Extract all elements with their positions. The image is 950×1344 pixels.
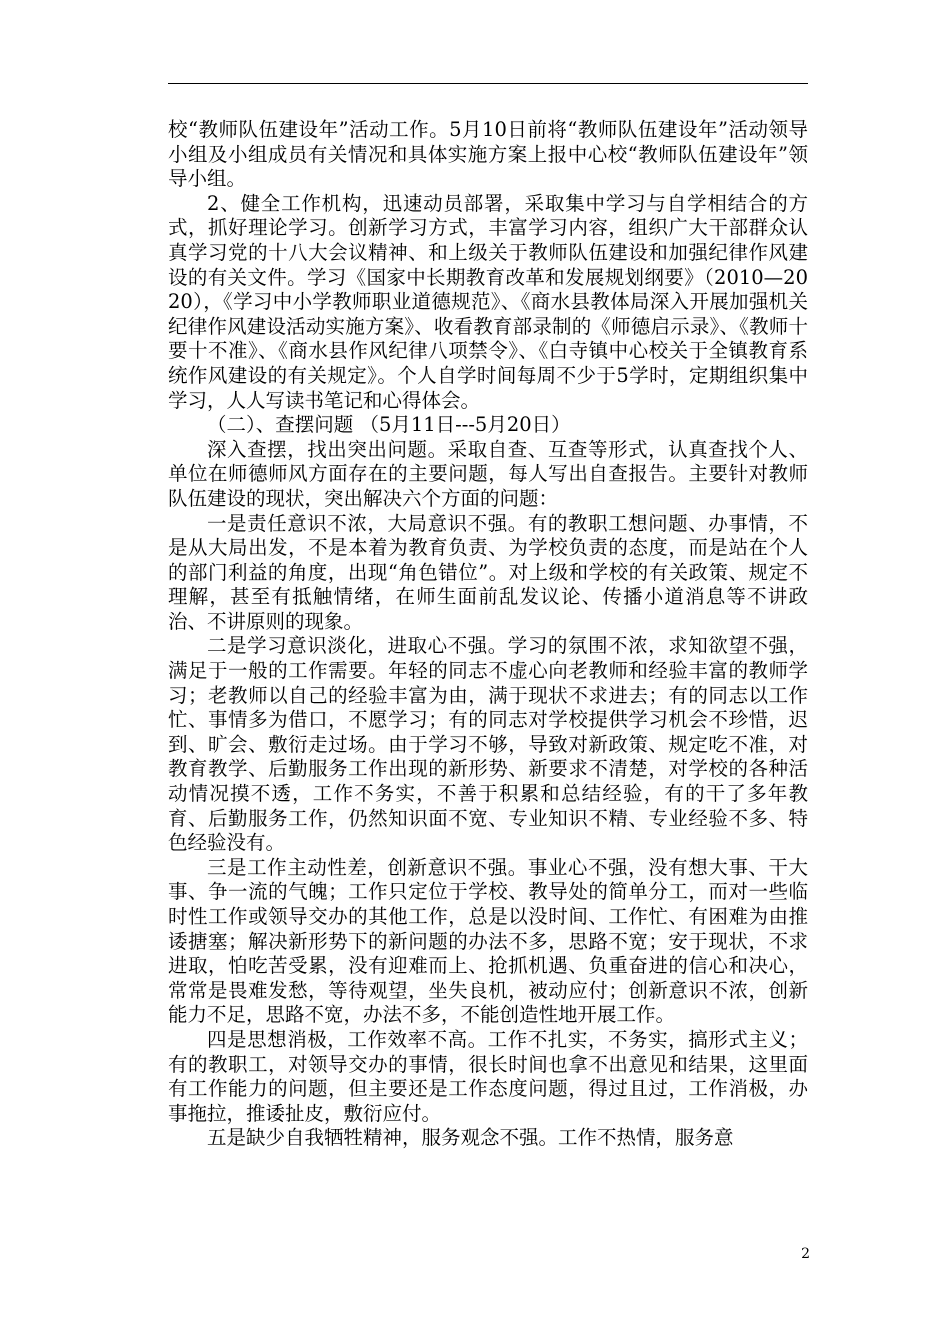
page-number: 2 bbox=[801, 1246, 810, 1262]
paragraph-7: 三是工作主动性差，创新意识不强。事业心不强，没有想大事、干大事、争一流的气魄；工作只定位于学校、教导处的简单分工，而对一些临时性工作或领导交办的其他工作，总是以没时间、工作忙、有困难为由推诿搪塞；解决新形势下的新问题的办法不多，思路不宽；安于现状，不求进取，怕吃苦受累，没有迎难而上、抢抓机遇、负重奋进的信心和决心，常常是畏难发愁，等待观望，坐失良机，被动应付；创新意识不浓，创新能力不足，思路不宽，办法不多，不能创造性地开展工作。 bbox=[168, 855, 808, 1027]
paragraph-2: 2、健全工作机构，迅速动员部署，采取集中学习与自学相结合的方式，抓好理论学习。创新学习方式，丰富学习内容，组织广大干部群众认真学习党的十八大会议精神、和上级关于教师队伍建设和加强纪律作风建设的有关文件。学习《国家中长期教育改革和发展规划纲要》（2010—2020），《学习中小学教师职业道德规范》、《商水县教体局深入开展加强机关纪律作风建设活动实施方案》、收看教育部录制的《师德启示录》、《教师十要十不准》、《商水县作风纪律八项禁令》、《白寺镇中心校关于全镇教育系统作风建设的有关规定》。个人自学时间每周不少于5学时，定期组织集中学习，人人写读书笔记和心得体会。 bbox=[168, 191, 808, 412]
document-body bbox=[168, 118, 808, 1151]
paragraph-4: 深入查摆，找出突出问题。采取自查、互查等形式，认真查找个人、单位在师德师风方面存在的主要问题，每人写出自查报告。主要针对教师队伍建设的现状，突出解决六个方面的问题： bbox=[168, 437, 808, 510]
header-rule bbox=[168, 83, 808, 84]
paragraph-8: 四是思想消极，工作效率不高。工作不扎实，不务实，搞形式主义；有的教职工，对领导交办的事情，很长时间也拿不出意见和结果，这里面有工作能力的问题，但主要还是工作态度问题，得过且过，工作消极，办事拖拉，推诿扯皮，敷衍应付。 bbox=[168, 1027, 808, 1125]
paragraph-5: 一是责任意识不浓，大局意识不强。有的教职工想问题、办事情，不是从大局出发，不是本着为教育负责、为学校负责的态度，而是站在个人的部门利益的角度，出现“角色错位”。对上级和学校的有关政策、规定不理解，甚至有抵触情绪，在师生面前乱发议论、传播小道消息等不讲政治、不讲原则的现象。 bbox=[168, 511, 808, 633]
paragraph-9: 五是缺少自我牺牲精神，服务观念不强。工作不热情，服务意 bbox=[207, 1126, 734, 1150]
section-heading-2: （二）、查摆问题 （5月11日---5月20日） bbox=[207, 413, 571, 437]
paragraph-6: 二是学习意识淡化，进取心不强。学习的氛围不浓，求知欲望不强，满足于一般的工作需要。年轻的同志不虚心向老教师和经验丰富的教师学习；老教师以自己的经验丰富为由，满于现状不求进去；有的同志以工作忙、事情多为借口，不愿学习；有的同志对学校提供学习机会不珍惜，迟到、旷会、敷衍走过场。由于学习不够，导致对新政策、规定吃不准，对教育教学、后勤服务工作出现的新形势、新要求不清楚，对学校的各种活动情况摸不透，工作不务实，不善于积累和总结经验，有的干了多年教育、后勤服务工作，仍然知识面不宽、专业知识不精、专业经验不多、特色经验没有。 bbox=[168, 634, 808, 855]
paragraph-1: 校“教师队伍建设年”活动工作。5月10日前将“教师队伍建设年”活动领导小组及小组成员有关情况和具体实施方案上报中心校“教师队伍建设年”领导小组。 bbox=[168, 118, 808, 191]
